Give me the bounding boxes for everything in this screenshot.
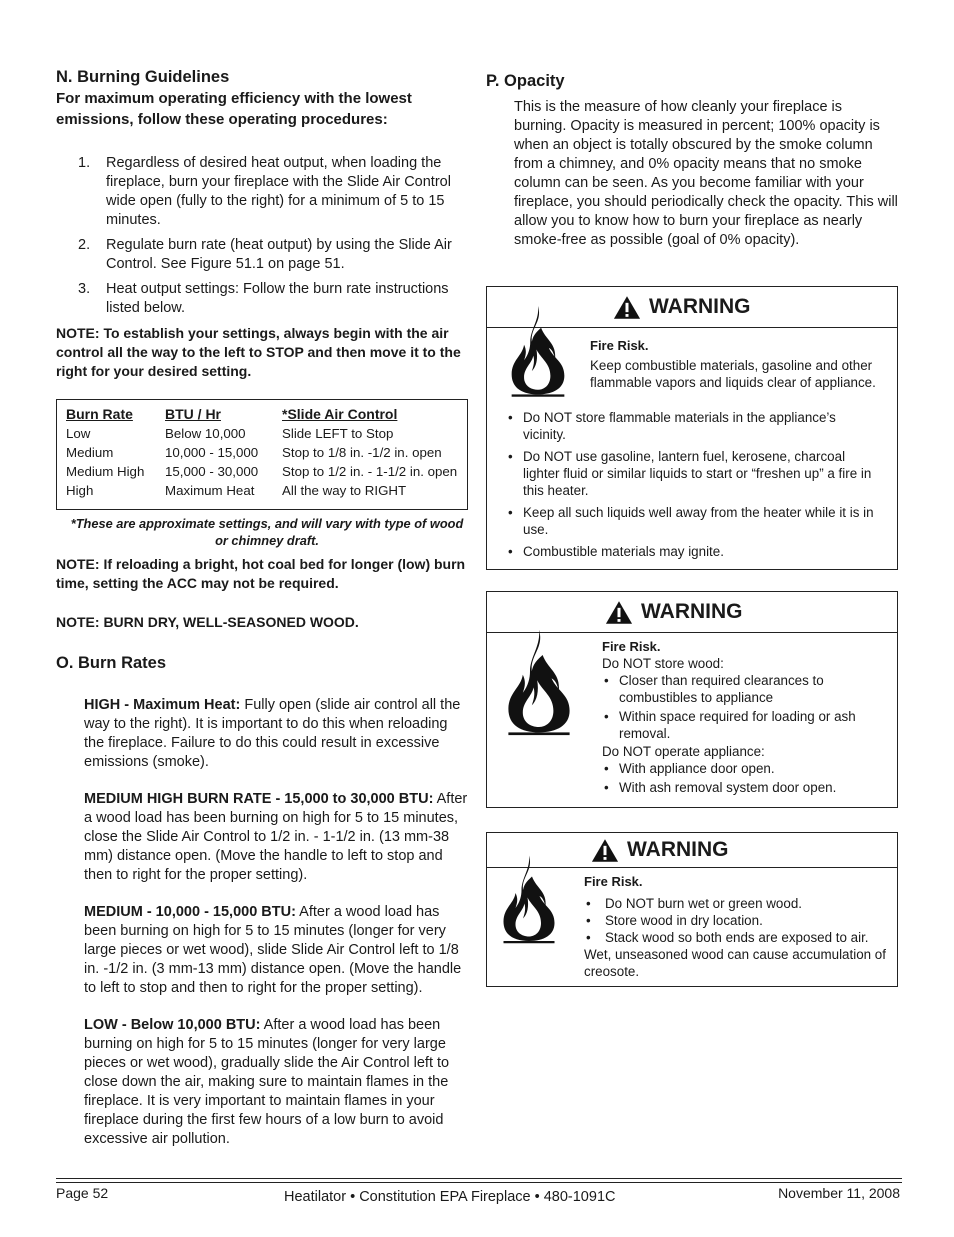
page-number: Page 52: [56, 1185, 109, 1201]
warning-title: WARNING: [649, 295, 751, 318]
warning-title: WARNING: [641, 600, 743, 623]
fire-risk-label: Fire Risk.: [584, 874, 643, 889]
warning-triangle-icon: [613, 295, 641, 320]
warning-lead: Keep combustible materials, gasoline and other flammable vapors and liquids clear of appliance.: [590, 358, 876, 390]
note-settings: NOTE: To establish your settings, always begin with the air control all the way to the left to STOP and then move it to the right for your desired setting.: [56, 325, 461, 379]
section-o-title: O. Burn Rates: [56, 654, 167, 672]
do-not-store-label: Do NOT store wood:: [602, 656, 724, 671]
table-row: Low Below 10,000 Slide LEFT to Stop: [66, 426, 394, 441]
table-row: Medium High 15,000 - 30,000 Stop to 1/2 in. - 1-1/2 in. open: [66, 464, 458, 479]
list-item: 1. Regardless of desired heat output, when loading the fireplace, burn your fireplace with the Slide Air Control wide open (fully to the right) for a minimum of 5 to 15 minutes.: [78, 155, 451, 228]
note-dry-wood: NOTE: BURN DRY, WELL-SEASONED WOOD.: [56, 614, 359, 630]
footer-date: November 11, 2008: [778, 1185, 900, 1201]
table-header: *Slide Air Control: [282, 406, 398, 422]
fire-flame-icon: [503, 628, 575, 736]
warning-title: WARNING: [627, 838, 729, 861]
section-p-title: P. Opacity: [486, 72, 565, 90]
operate-bullets: [602, 760, 884, 796]
list-item: • Stack wood so both ends are exposed to air.: [584, 929, 888, 946]
warning-box-wood-storage: [486, 591, 898, 808]
list-item: • Closer than required clearances to combustibles to appliance: [602, 672, 884, 706]
opacity-text: This is the measure of how cleanly your fireplace is burning. Opacity is measured in percent; 100% opacity is when an object is totally obscured by the smoke column from a chimney, and 0% opacity means that no smoke column can be seen. As you become familiar with your fireplace, you should periodically check the opacity. This will allow you to know how to burn your fireplace as nearly smoke-free as possible (goal of 0% opacity).: [514, 99, 898, 248]
list-item: • Keep all such liquids well away from the heater while it is in use.: [506, 504, 878, 538]
creosote-note: Wet, unseasoned wood can cause accumulation of creosote.: [584, 947, 886, 979]
do-not-operate-label: Do NOT operate appliance:: [602, 744, 765, 759]
burn-rate-table: [56, 399, 468, 510]
table-footnote: *These are approximate settings, and will vary with type of wood or chimney draft.: [70, 516, 464, 548]
list-item: 3. Heat output settings: Follow the burn rate instructions listed below.: [78, 281, 449, 316]
table-row: High Maximum Heat All the way to RIGHT: [66, 483, 407, 498]
list-item: 2. Regulate burn rate (heat output) by using the Slide Air Control. See Figure 51.1 on page 51.: [78, 237, 452, 272]
fire-flame-icon: [507, 303, 569, 399]
rate-medium-high: MEDIUM HIGH BURN RATE - 15,000 to 30,000 BTU: After a wood load has been burning on high for 5 to 15 minutes, close the Slide Air Control to 1/2 in. - 1-1/2 in. (13 mm-38 mm) distance open. (Move the handle to left to stop and then to right for the proper setting).: [84, 791, 468, 883]
warning-bullets: [506, 409, 878, 560]
page-footer: [56, 1178, 902, 1205]
list-item: • Store wood in dry location.: [584, 912, 888, 929]
burning-steps: [56, 154, 468, 318]
note-reloading: NOTE: If reloading a bright, hot coal bed for longer (low) burn time, setting the ACC may not be required.: [56, 556, 466, 591]
list-item: • Combustible materials may ignite.: [506, 543, 878, 560]
fire-risk-label: Fire Risk.: [602, 639, 661, 654]
wet-wood-bullets: [584, 895, 888, 946]
rate-high: HIGH - Maximum Heat: Fully open (slide air control all the way to the right). It is important to do this when reloading the fireplace. Failure to do this could result in excessive emissions (smoke).: [84, 697, 461, 770]
warning-box-flammables: [486, 286, 898, 570]
fire-flame-icon: [499, 851, 559, 947]
list-item: • Do NOT use gasoline, lantern fuel, kerosene, charcoal lighter fluid or similar liquids to start or “freshen up” a fire in this heater.: [506, 448, 878, 499]
burning-intro: For maximum operating efficiency with the lowest emissions, follow these operating procedures:: [56, 90, 412, 128]
section-n-title: N. Burning Guidelines: [56, 68, 230, 86]
list-item: • With appliance door open.: [602, 760, 884, 777]
table-row: Medium 10,000 - 15,000 Stop to 1/8 in. -1/2 in. open: [66, 445, 442, 460]
list-item: • Do NOT burn wet or green wood.: [584, 895, 888, 912]
rate-low: LOW - Below 10,000 BTU: After a wood load has been burning on high for 5 to 15 minutes (longer for very large pieces or wet wood), gradually slide the Air Control left to close down the air, making sure to maintain flames in the fireplace. It is very important to maintain flames in your fireplace during the first few hours of a low burn to avoid excessive air pollution.: [84, 1017, 450, 1147]
rate-medium: MEDIUM - 10,000 - 15,000 BTU: After a wood load has been burning on high for 5 to 15 minutes (longer for very large pieces or wet wood), slide Slide Air Control left to 1/8 in. -1/2 in. (3 mm-13 mm) distance open. (Move the handle to left to stop and then to right for the proper setting).: [84, 904, 462, 996]
right-column: [486, 70, 898, 250]
fire-risk-label: Fire Risk.: [590, 338, 649, 353]
warning-triangle-icon: [591, 838, 619, 863]
wood-store-bullets: [602, 672, 884, 742]
left-column: [56, 66, 468, 1149]
table-header: Burn Rate: [66, 406, 133, 422]
warning-triangle-icon: [605, 600, 633, 625]
list-item: • Do NOT store flammable materials in the appliance’s vicinity.: [506, 409, 878, 443]
table-header: BTU / Hr: [165, 406, 221, 422]
list-item: • With ash removal system door open.: [602, 779, 884, 796]
footer-product: Heatilator • Constitution EPA Fireplace • 480-1091C: [284, 1189, 616, 1205]
list-item: • Within space required for loading or ash removal.: [602, 708, 884, 742]
warning-box-wet-wood: [486, 832, 898, 987]
